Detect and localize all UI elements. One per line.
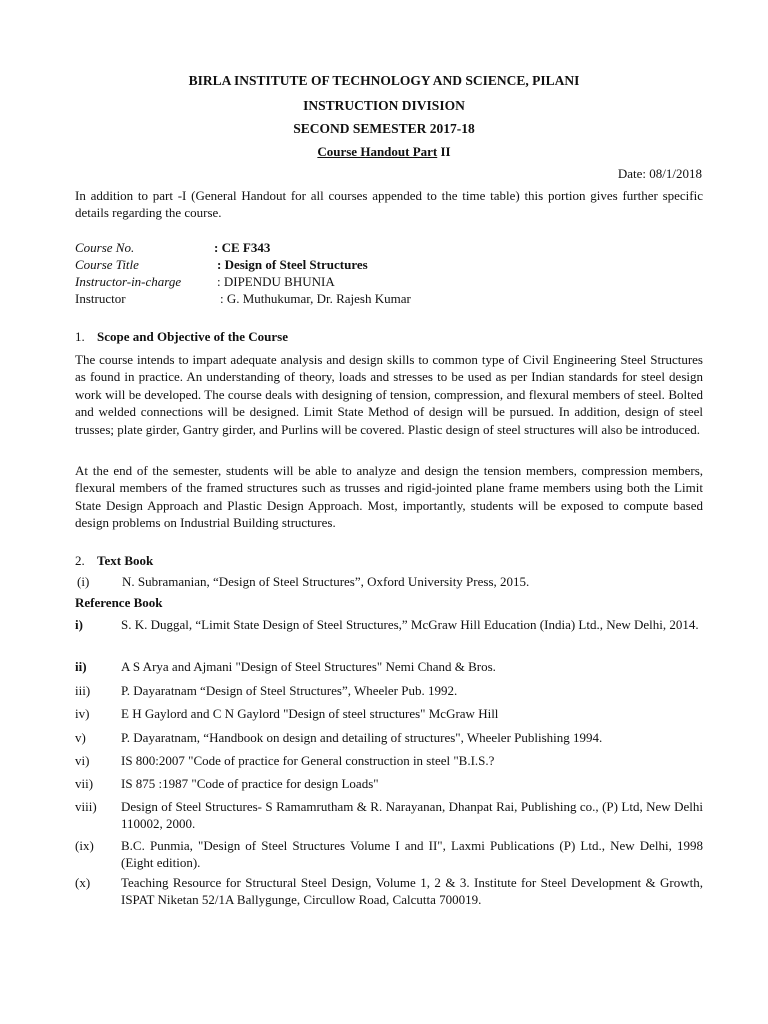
reference-number: (ix) (75, 838, 94, 853)
semester-label: SECOND SEMESTER 2017-18 (293, 121, 475, 136)
reference-text: P. Dayaratnam, “Handbook on design and detailing of structures", Wheeler Publishing 1994. (121, 730, 603, 745)
reference-number: (x) (75, 875, 91, 890)
section-number: 2. (75, 553, 85, 568)
section-title: Scope and Objective of the Course (97, 329, 289, 344)
reference-item (75, 798, 703, 833)
reference-item (75, 837, 703, 872)
reference-item (75, 705, 703, 722)
reference-item (75, 752, 703, 769)
reference-number: iii) (75, 683, 91, 698)
reference-number: iv) (75, 706, 90, 721)
reference-text: B.C. Punmia, "Design of Steel Structures Volume I and II", Laxmi Publications (P) Ltd., New Delhi, 1998 (Eight edition). (121, 838, 703, 871)
reference-text: A S Arya and Ajmani "Design of Steel Structures" Nemi Chand & Bros. (121, 659, 496, 674)
course-no-value: : CE F343 (214, 240, 271, 255)
reference-number: i) (75, 617, 83, 632)
reference-text: IS 875 :1987 "Code of practice for design Loads" (121, 776, 379, 791)
reference-book-heading: Reference Book (75, 595, 163, 610)
division-name: INSTRUCTION DIVISION (303, 98, 465, 113)
reference-item (75, 616, 703, 633)
reference-number: viii) (75, 799, 97, 814)
reference-number: vi) (75, 753, 90, 768)
reference-text: P. Dayaratnam “Design of Steel Structures”, Wheeler Pub. 1992. (121, 683, 458, 698)
instructor-label: Instructor (75, 291, 126, 306)
section-scope-heading (75, 329, 288, 345)
reference-text: E H Gaylord and C N Gaylord "Design of steel structures" McGraw Hill (121, 706, 499, 721)
reference-item (75, 874, 703, 909)
handout-title-text: Course Handout Part (317, 144, 438, 159)
reference-item (75, 775, 703, 792)
scope-paragraph-2: At the end of the semester, students will be able to analyze and design the tension members, compression members, flexural members of the framed structures such as trusses and rigid-jointed plane frame members using both the Limit State Design Approach and Plastic Design Approach. Most, importantly, students will be exposed to compute based design problems on Industrial Building structures. (75, 463, 703, 531)
section-number: 1. (75, 329, 85, 344)
section-textbook-heading (75, 553, 153, 569)
course-title-value: : Design of Steel Structures (217, 257, 368, 272)
instructor-value: : G. Muthukumar, Dr. Rajesh Kumar (220, 291, 411, 306)
date-line: Date: 08/1/2018 (617, 166, 702, 181)
handout-part: II (437, 144, 451, 159)
reference-number: ii) (75, 659, 87, 674)
course-no-label: Course No. (75, 240, 135, 255)
intro-paragraph: In addition to part -I (General Handout for all courses appended to the time table) this portion gives further specific details regarding the course. (75, 188, 703, 221)
reference-text: IS 800:2007 "Code of practice for General construction in steel "B.I.S.? (121, 753, 495, 768)
reference-number: vii) (75, 776, 94, 791)
text-book-entry (77, 574, 529, 590)
section-title: Text Book (97, 553, 154, 568)
reference-number: v) (75, 730, 86, 745)
text-book-text: N. Subramanian, “Design of Steel Structures”, Oxford University Press, 2015. (122, 574, 530, 589)
course-title-label: Course Title (75, 257, 139, 272)
scope-paragraph-1: The course intends to impart adequate analysis and design skills to common type of Civil Engineering Steel Structures as found in practice. An understanding of theory, loads and stresses to be used as per Indian standards for steel design work will be developed. The course deals with designing of tension, compression, and flexural members of steel. Bolted and welded connections will be designed. Limit State Method of design will be pursued. In addition, design of steel trusses; plate girder, Gantry girder, and Purlins will be covered. Plastic design of steel structures will also be introduced. (75, 352, 703, 437)
handout-title (0, 144, 768, 160)
reference-item (75, 682, 703, 699)
instructor-in-charge-label: Instructor-in-charge (75, 274, 182, 289)
instructor-in-charge-value: : DIPENDU BHUNIA (217, 274, 335, 289)
reference-item (75, 729, 703, 746)
reference-text: Design of Steel Structures- S Ramamrutham & R. Narayanan, Dhanpat Rai, Publishing co., (P) Ltd, New Delhi 110002, 2000. (121, 799, 703, 832)
reference-item (75, 658, 703, 675)
institute-name: BIRLA INSTITUTE OF TECHNOLOGY AND SCIENCE, PILANI (188, 73, 580, 88)
text-book-number: (i) (77, 574, 90, 589)
reference-text: Teaching Resource for Structural Steel Design, Volume 1, 2 & 3. Institute for Steel Development & Growth, ISPAT Niketan 52/1A Ballygunge, Circullow Road, Calcutta 700019. (121, 875, 703, 908)
reference-text: S. K. Duggal, “Limit State Design of Steel Structures,” McGraw Hill Education (India) Ltd., New Delhi, 2014. (121, 617, 699, 632)
